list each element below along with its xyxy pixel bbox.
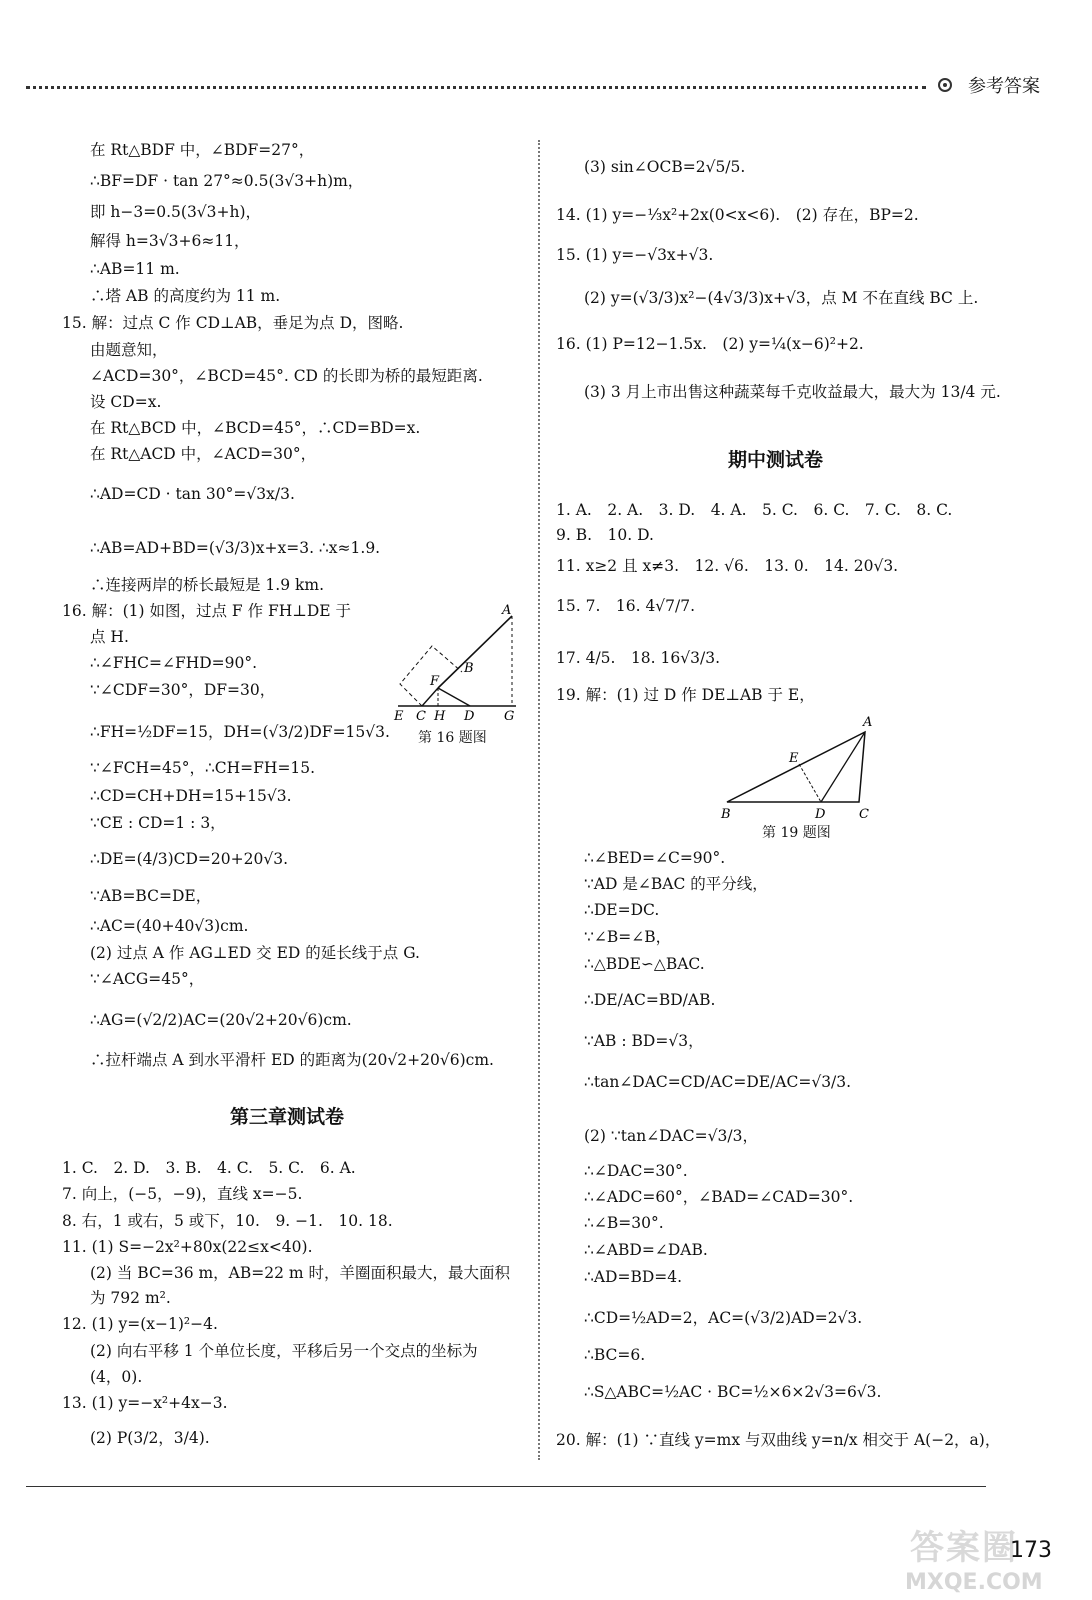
- footer-rule: [26, 1486, 986, 1487]
- right-line: 15. (1) y=−√3x+√3.: [556, 246, 714, 264]
- figure-16: [392, 600, 522, 730]
- left-line: ∴CD=CH+DH=15+15√3.: [90, 787, 292, 805]
- right-after-line: ∴∠B=30°.: [584, 1214, 664, 1232]
- right-after-line: ∴BC=6.: [584, 1346, 646, 1364]
- left-line: ∵∠ACG=45°，: [90, 970, 205, 988]
- chapter3-line: (4，0).: [90, 1368, 143, 1386]
- midterm-line: 15. 7. 16. 4√7/7.: [556, 597, 696, 615]
- left-line: ∴∠FHC=∠FHD=90°.: [90, 654, 258, 672]
- fig19-triangle-abc: [727, 732, 865, 802]
- right-after-line: ∴∠ABD=∠DAB.: [584, 1241, 708, 1259]
- left-line: ∴AB=AD+BD=(√3/3)x+x=3. ∴x≈1.9.: [90, 539, 381, 557]
- column-divider: [538, 140, 540, 1460]
- chapter3-line: 11. (1) S=−2x²+80x(22≤x<40).: [62, 1238, 313, 1256]
- right-after-line: ∴CD=½AD=2，AC=(√3/2)AD=2√3.: [584, 1309, 863, 1327]
- right-after-line: ∴DE/AC=BD/AB.: [584, 991, 716, 1009]
- chapter3-line: 8. 右，1 或右，5 或下，10. 9. −1. 10. 18.: [62, 1212, 393, 1230]
- chapter3-line: 12. (1) y=(x−1)²−4.: [62, 1315, 218, 1333]
- right-after-line: ∴tan∠DAC=CD/AC=DE/AC=√3/3.: [584, 1073, 852, 1091]
- right-after-line: ∴△BDE∽△BAC.: [584, 955, 705, 973]
- chapter3-line: 13. (1) y=−x²+4x−3.: [62, 1394, 228, 1412]
- left-line: ∵∠FCH=45°，∴CH=FH=15.: [90, 759, 316, 777]
- left-line: 即 h−3=0.5(3√3+h)，: [90, 203, 262, 221]
- right-after-line: 20. 解：(1) ∵直线 y=mx 与双曲线 y=n/x 相交于 A(−2，a)，: [556, 1431, 1001, 1449]
- fig19-label: C: [859, 807, 869, 822]
- header-bullet-icon: [938, 78, 952, 92]
- left-line: ∠ACD=30°，∠BCD=45°. CD 的长即为桥的最短距离.: [90, 367, 483, 385]
- fig16-label: E: [394, 709, 404, 724]
- left-line: 在 Rt△BDF 中，∠BDF=27°，: [90, 141, 315, 159]
- section-title-midterm: 期中测试卷: [728, 449, 824, 471]
- watermark-url: MXQE.COM: [905, 1570, 1043, 1595]
- chapter3-line: 7. 向上，(−5，−9)，直线 x=−5.: [62, 1185, 303, 1203]
- left-line: ∴AB=11 m.: [90, 260, 180, 278]
- left-line: 解得 h=3√3+6≈11，: [90, 232, 250, 250]
- left-line: 设 CD=x.: [90, 393, 162, 411]
- left-line: 点 H.: [90, 628, 129, 646]
- fig16-line-fd: [438, 688, 470, 706]
- figure-16-caption: 第 16 题图: [418, 730, 487, 746]
- fig16-line-fa: [438, 616, 512, 688]
- right-after-line: ∴∠DAC=30°.: [584, 1162, 688, 1180]
- right-after-line: ∵∠B=∠B，: [584, 928, 672, 946]
- right-line: (2) y=(√3/3)x²−(4√3/3)x+√3，点 M 不在直线 BC 上.: [584, 289, 979, 307]
- chapter3-line: (2) P(3/2，3/4).: [90, 1429, 210, 1447]
- left-line: ∴连接两岸的桥长最短是 1.9 km.: [90, 576, 325, 594]
- midterm-line: 9. B. 10. D.: [556, 526, 654, 544]
- left-line: 16. 解：(1) 如图，过点 F 作 FH⊥DE 于: [62, 602, 352, 620]
- left-line: ∵AB=BC=DE，: [90, 887, 212, 905]
- left-line: ∴拉杆端点 A 到水平滑杆 ED 的距离为(20√2+20√6)cm.: [90, 1051, 494, 1069]
- fig16-label: C: [416, 709, 426, 724]
- left-line: ∵CE : CD=1 : 3，: [90, 814, 226, 832]
- right-after-line: ∵AD 是∠BAC 的平分线，: [584, 875, 768, 893]
- figure-19: [715, 712, 885, 822]
- watermark: 答案圈: [910, 1528, 1018, 1568]
- chapter3-line: 为 792 m².: [90, 1289, 171, 1307]
- midterm-line: 11. x≥2 且 x≠3. 12. √6. 13. 0. 14. 20√3.: [556, 557, 899, 575]
- midterm-line: 1. A. 2. A. 3. D. 4. A. 5. C. 6. C. 7. C. 8. C.: [556, 501, 953, 519]
- right-after-line: ∴S△ABC=½AC · BC=½×6×2√3=6√3.: [584, 1383, 882, 1401]
- fig16-label: D: [464, 709, 475, 724]
- chapter3-line: 1. C. 2. D. 3. B. 4. C. 5. C. 6. A.: [62, 1159, 356, 1177]
- left-line: 在 Rt△ACD 中，∠ACD=30°，: [90, 445, 317, 463]
- right-line: 16. (1) P=12−1.5x. (2) y=¼(x−6)²+2.: [556, 335, 864, 353]
- fig16-label: H: [434, 709, 446, 724]
- right-after-line: ∴∠ADC=60°，∠BAD=∠CAD=30°.: [584, 1188, 854, 1206]
- fig19-label: E: [789, 751, 799, 766]
- right-after-line: ∵AB : BD=√3，: [584, 1032, 704, 1050]
- left-line: 15. 解：过点 C 作 CD⊥AB，垂足为点 D，图略.: [62, 314, 404, 332]
- right-line: (3) sin∠OCB=2√5/5.: [584, 158, 746, 176]
- left-line: ∴塔 AB 的高度约为 11 m.: [90, 287, 281, 305]
- chapter3-line: (2) 向右平移 1 个单位长度，平移后另一个交点的坐标为: [90, 1342, 478, 1360]
- chapter3-line: (2) 当 BC=36 m，AB=22 m 时，羊圈面积最大，最大面积: [90, 1264, 511, 1282]
- left-line: ∴AD=CD · tan 30°=√3x/3.: [90, 485, 295, 503]
- fig19-line-de: [799, 764, 821, 802]
- header-title: 参考答案: [968, 76, 1040, 97]
- right-after-line: (2) ∵tan∠DAC=√3/3，: [584, 1127, 758, 1145]
- left-line: 在 Rt△BCD 中，∠BCD=45°，∴CD=BD=x.: [90, 419, 421, 437]
- left-line: ∴AG=(√2/2)AC=(20√2+20√6)cm.: [90, 1011, 352, 1029]
- fig19-label: A: [863, 715, 873, 730]
- header-dotted-rule: [26, 86, 926, 89]
- right-after-line: ∴DE=DC.: [584, 901, 660, 919]
- left-line: ∵∠CDF=30°，DF=30，: [90, 681, 276, 699]
- section-title-chapter3: 第三章测试卷: [230, 1106, 345, 1128]
- fig19-label: B: [721, 807, 731, 822]
- fig16-label: B: [464, 661, 474, 676]
- right-line: 14. (1) y=−⅓x²+2x(0<x<6). (2) 存在，BP=2.: [556, 206, 919, 224]
- left-line: (2) 过点 A 作 AG⊥ED 交 ED 的延长线于点 G.: [90, 944, 420, 962]
- midterm-line: 19. 解：(1) 过 D 作 DE⊥AB 于 E，: [556, 686, 815, 704]
- right-line: (3) 3 月上市出售这种蔬菜每千克收益最大，最大为 13/4 元.: [584, 383, 1001, 401]
- left-line: ∴DE=(4/3)CD=20+20√3.: [90, 850, 289, 868]
- left-line: 由题意知，: [90, 341, 168, 359]
- fig16-label: A: [502, 603, 512, 618]
- fig16-label: F: [430, 674, 440, 689]
- right-after-line: ∴AD=BD=4.: [584, 1268, 683, 1286]
- page-number: 173: [1010, 1538, 1052, 1563]
- right-after-line: ∴∠BED=∠C=90°.: [584, 849, 726, 867]
- figure-19-caption: 第 19 题图: [762, 825, 831, 841]
- left-line: ∴AC=(40+40√3)cm.: [90, 917, 249, 935]
- fig19-label: D: [815, 807, 826, 822]
- fig16-line-fc: [422, 688, 438, 706]
- midterm-line: 17. 4/5. 18. 16√3/3.: [556, 649, 720, 667]
- fig16-label: G: [504, 709, 515, 724]
- left-line: ∴FH=½DF=15，DH=(√3/2)DF=15√3.: [90, 723, 390, 741]
- left-line: ∴BF=DF · tan 27°≈0.5(3√3+h)m，: [90, 172, 364, 190]
